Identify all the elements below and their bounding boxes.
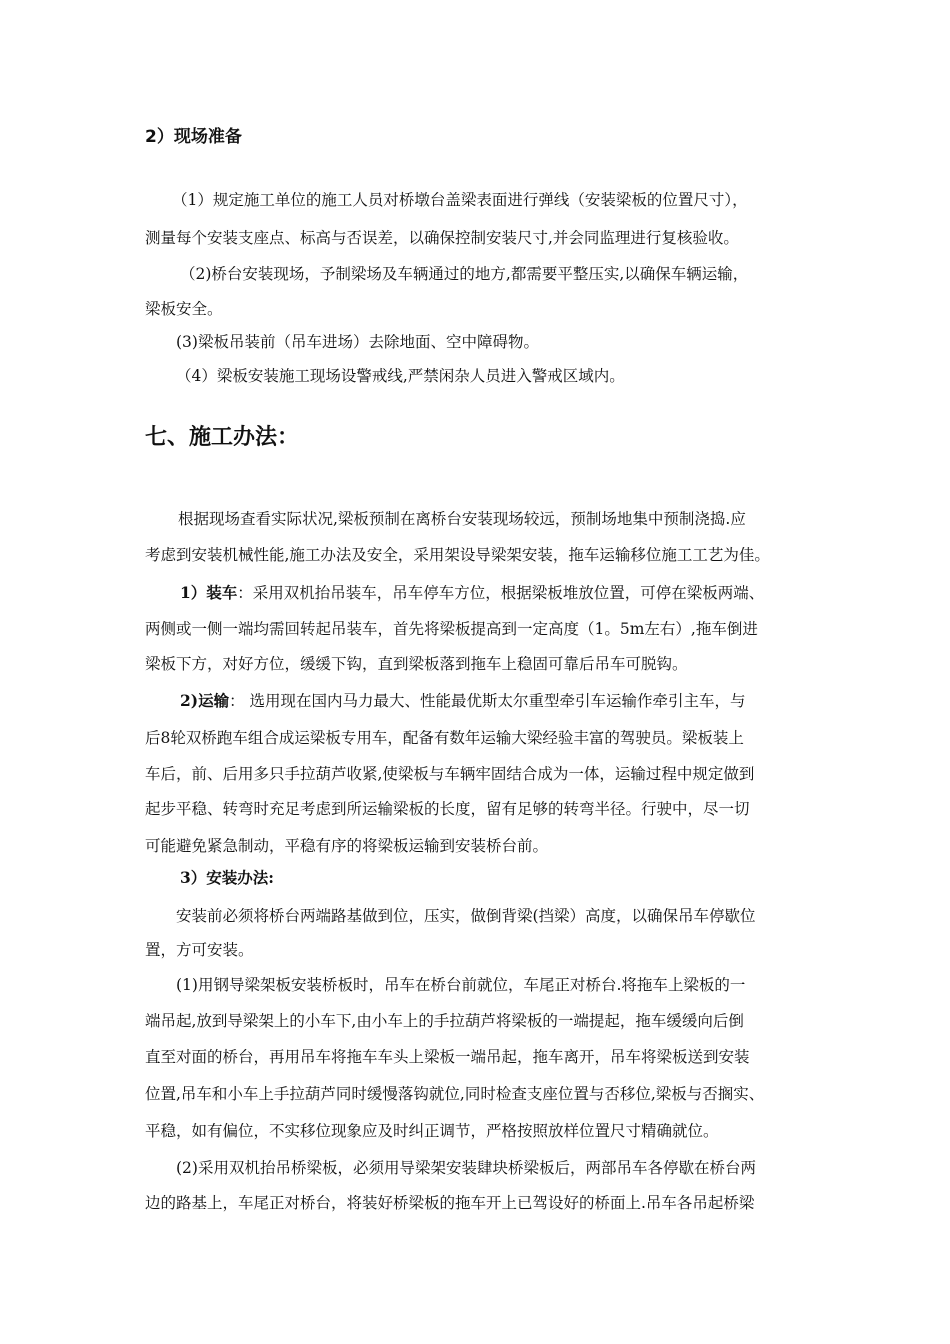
- paragraph-line: （2)桥台安装现场，予制梁场及车辆通过的地方,都需要平整压实,以确保车辆运输，: [180, 265, 749, 283]
- section-heading-method: 七、施工办法：: [145, 425, 300, 450]
- paragraph-line: 位置,吊车和小车上手拉葫芦同时缓慢落钩就位,同时检查支座位置与否移位,梁板与否搁实、: [145, 1085, 765, 1103]
- subheading-install: 3）安装办法:: [180, 868, 275, 887]
- paragraph-line: 后8轮双桥跑车组合成运梁板专用车，配备有数年运输大梁经验丰富的驾驶员。梁板装上: [145, 729, 744, 747]
- paragraph-line: (2)采用双机抬吊桥梁板，必须用导梁架安装肆块桥梁板后，两部吊车各停歇在桥台两: [176, 1159, 756, 1177]
- paragraph-line: （1）规定施工单位的施工人员对桥墩台盖梁表面进行弹线（安装梁板的位置尺寸），: [172, 191, 748, 209]
- paragraph-line: 梁板安全。: [145, 300, 223, 318]
- paragraph-line: [180, 691, 746, 711]
- paragraph-text: ： 选用现在国内马力最大、性能最优斯太尔重型牵引车运输作牵引主车，与: [229, 692, 746, 710]
- section-heading-site-prep: 2）现场准备: [145, 127, 242, 147]
- paragraph-line: 车后，前、后用多只手拉葫芦收紧,使梁板与车辆牢固结合成为一体，运输过程中规定做到: [145, 765, 755, 783]
- paragraph-line: 安装前必须将桥台两端路基做到位，压实，做倒背梁(挡梁）高度，以确保吊车停歇位: [176, 907, 756, 925]
- paragraph-line: 根据现场查看实际状况,梁板预制在离桥台安装现场较远，预制场地集中预制浇捣.应: [178, 510, 746, 528]
- paragraph-line: [180, 583, 764, 603]
- paragraph-line: 端吊起,放到导梁架上的小车下,由小车上的手拉葫芦将梁板的一端提起，拖车缓缓向后倒: [145, 1012, 744, 1030]
- paragraph-line: 直至对面的桥台，再用吊车将拖车车头上梁板一端吊起，拖车离开，吊车将梁板送到安装: [145, 1048, 750, 1066]
- paragraph-line: 起步平稳、转弯时充足考虑到所运输梁板的长度，留有足够的转弯半径。行驶中，尽一切: [145, 800, 750, 818]
- paragraph-line: 测量每个安装支座点、标高与否误差，以确保控制安装尺寸,并会同监理进行复核验收。: [145, 229, 739, 247]
- paragraph-line: （4）梁板安装施工现场设警戒线,严禁闲杂人员进入警戒区域内。: [176, 367, 625, 385]
- paragraph-line: 梁板下方，对好方位，缓缓下钩，直到梁板落到拖车上稳固可靠后吊车可脱钩。: [145, 655, 688, 673]
- paragraph-line: 可能避免紧急制动，平稳有序的将梁板运输到安装桥台前。: [145, 837, 549, 855]
- paragraph-line: 考虑到安装机械性能,施工办法及安全，采用架设导梁架安装，拖车运输移位施工工艺为佳。: [145, 546, 770, 564]
- paragraph-line: 边的路基上，车尾正对桥台，将装好桥梁板的拖车开上已驾设好的桥面上.吊车各吊起桥梁: [145, 1194, 755, 1212]
- paragraph-text: ：采用双机抬吊装车，吊车停车方位，根据梁板堆放位置，可停在梁板两端、: [237, 584, 765, 602]
- paragraph-line: (3)梁板吊装前（吊车进场）去除地面、空中障碍物。: [176, 333, 539, 351]
- subheading-transport: 2)运输: [180, 691, 230, 710]
- paragraph-line: 平稳，如有偏位，不实移位现象应及时纠正调节，严格按照放样位置尺寸精确就位。: [145, 1122, 719, 1140]
- paragraph-line: 置，方可安装。: [145, 941, 254, 959]
- paragraph-line: 两侧或一侧一端均需回转起吊装车，首先将梁板提高到一定高度（1。5m左右）,拖车倒进: [145, 620, 758, 638]
- subheading-loading: 1）装车: [180, 583, 238, 602]
- paragraph-line: (1)用钢导梁架板安装桥板时，吊车在桥台前就位，车尾正对桥台.将拖车上梁板的一: [176, 976, 746, 994]
